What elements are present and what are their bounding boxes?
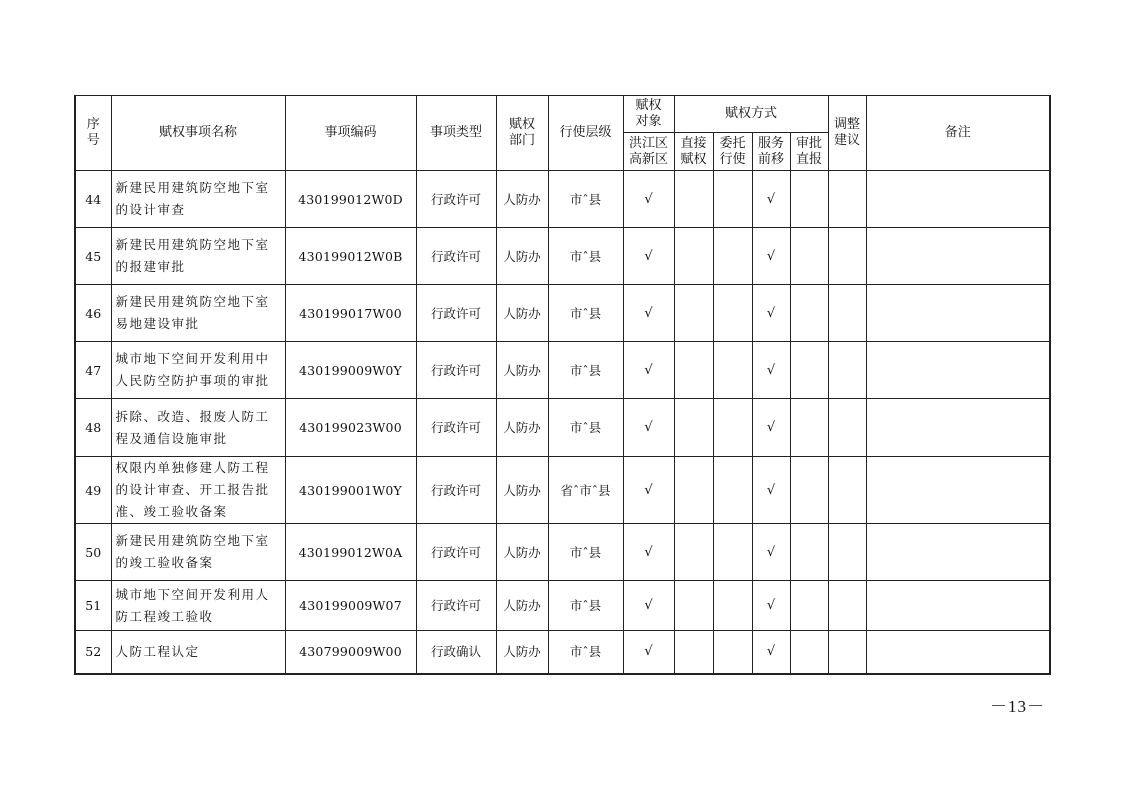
row-target: √ bbox=[623, 631, 674, 674]
row-entrust bbox=[713, 581, 752, 631]
row-suggest bbox=[828, 228, 866, 285]
header-type: 事项类型 bbox=[416, 96, 496, 171]
row-note bbox=[866, 631, 1050, 674]
row-suggest bbox=[828, 631, 866, 674]
row-front: √ bbox=[752, 342, 790, 399]
row-name: 权限内单独修建人防工程的设计审查、开工报告批准、竣工验收备案 bbox=[111, 457, 285, 524]
row-name: 城市地下空间开发利用中人民防空防护事项的审批 bbox=[111, 342, 285, 399]
row-note bbox=[866, 524, 1050, 581]
header-dept: 赋权 部门 bbox=[496, 96, 548, 171]
row-entrust bbox=[713, 342, 752, 399]
table-row bbox=[75, 399, 1050, 457]
row-code: 430199001W0Y bbox=[285, 457, 416, 524]
row-name: 新建民用建筑防空地下室易地建设审批 bbox=[111, 285, 285, 342]
row-report bbox=[790, 399, 828, 457]
row-dept: 人防办 bbox=[496, 631, 548, 674]
row-front: √ bbox=[752, 171, 790, 228]
row-seq: 46 bbox=[75, 285, 111, 342]
row-report bbox=[790, 171, 828, 228]
header-method-entrust: 委托 行使 bbox=[713, 133, 752, 171]
row-seq: 47 bbox=[75, 342, 111, 399]
row-seq: 44 bbox=[75, 171, 111, 228]
row-target: √ bbox=[623, 581, 674, 631]
row-suggest bbox=[828, 524, 866, 581]
row-front: √ bbox=[752, 399, 790, 457]
row-report bbox=[790, 581, 828, 631]
row-seq: 45 bbox=[75, 228, 111, 285]
row-target: √ bbox=[623, 524, 674, 581]
row-front: √ bbox=[752, 524, 790, 581]
row-code: 430799009W00 bbox=[285, 631, 416, 674]
row-name: 拆除、改造、报废人防工程及通信设施审批 bbox=[111, 399, 285, 457]
row-name: 人防工程认定 bbox=[111, 631, 285, 674]
row-seq: 51 bbox=[75, 581, 111, 631]
row-entrust bbox=[713, 285, 752, 342]
row-front: √ bbox=[752, 631, 790, 674]
row-dept: 人防办 bbox=[496, 171, 548, 228]
row-note bbox=[866, 399, 1050, 457]
row-front: √ bbox=[752, 581, 790, 631]
row-name: 新建民用建筑防空地下室的设计审查 bbox=[111, 171, 285, 228]
header-method-report: 审批 直报 bbox=[790, 133, 828, 171]
row-target: √ bbox=[623, 342, 674, 399]
row-type: 行政许可 bbox=[416, 228, 496, 285]
header-seq: 序 号 bbox=[75, 96, 111, 171]
header-code: 事项编码 bbox=[285, 96, 416, 171]
row-direct bbox=[674, 631, 713, 674]
row-direct bbox=[674, 524, 713, 581]
header-level: 行使层级 bbox=[548, 96, 623, 171]
row-level: 市ˆ县 bbox=[548, 399, 623, 457]
row-entrust bbox=[713, 457, 752, 524]
table-row bbox=[75, 285, 1050, 342]
row-dept: 人防办 bbox=[496, 457, 548, 524]
row-note bbox=[866, 581, 1050, 631]
header-target: 洪江区 高新区 bbox=[623, 133, 674, 171]
row-note bbox=[866, 228, 1050, 285]
header-name: 赋权事项名称 bbox=[111, 96, 285, 171]
row-code: 430199009W07 bbox=[285, 581, 416, 631]
row-front: √ bbox=[752, 285, 790, 342]
row-type: 行政许可 bbox=[416, 457, 496, 524]
row-type: 行政许可 bbox=[416, 342, 496, 399]
row-target: √ bbox=[623, 399, 674, 457]
row-level: 市ˆ县 bbox=[548, 285, 623, 342]
row-suggest bbox=[828, 581, 866, 631]
table-row bbox=[75, 631, 1050, 674]
row-dept: 人防办 bbox=[496, 399, 548, 457]
row-note bbox=[866, 342, 1050, 399]
row-note bbox=[866, 457, 1050, 524]
row-suggest bbox=[828, 285, 866, 342]
row-code: 430199012W0A bbox=[285, 524, 416, 581]
row-report bbox=[790, 228, 828, 285]
row-entrust bbox=[713, 399, 752, 457]
header-note: 备注 bbox=[866, 96, 1050, 171]
row-name: 城市地下空间开发利用人防工程竣工验收 bbox=[111, 581, 285, 631]
header-suggest: 调整 建议 bbox=[828, 96, 866, 171]
row-level: 市ˆ县 bbox=[548, 171, 623, 228]
row-dept: 人防办 bbox=[496, 342, 548, 399]
row-suggest bbox=[828, 457, 866, 524]
row-dept: 人防办 bbox=[496, 581, 548, 631]
table-row bbox=[75, 457, 1050, 524]
table-row bbox=[75, 342, 1050, 399]
table-row bbox=[75, 171, 1050, 228]
row-direct bbox=[674, 342, 713, 399]
row-note bbox=[866, 285, 1050, 342]
table-row bbox=[75, 581, 1050, 631]
row-suggest bbox=[828, 399, 866, 457]
row-type: 行政许可 bbox=[416, 399, 496, 457]
row-seq: 50 bbox=[75, 524, 111, 581]
row-target: √ bbox=[623, 285, 674, 342]
row-direct bbox=[674, 457, 713, 524]
row-dept: 人防办 bbox=[496, 524, 548, 581]
row-entrust bbox=[713, 524, 752, 581]
row-level: 市ˆ县 bbox=[548, 228, 623, 285]
row-code: 430199017W00 bbox=[285, 285, 416, 342]
page-number: －13－ bbox=[990, 697, 1045, 716]
row-name: 新建民用建筑防空地下室的报建审批 bbox=[111, 228, 285, 285]
row-name: 新建民用建筑防空地下室的竣工验收备案 bbox=[111, 524, 285, 581]
row-code: 430199023W00 bbox=[285, 399, 416, 457]
row-type: 行政确认 bbox=[416, 631, 496, 674]
header-method-direct: 直接 赋权 bbox=[674, 133, 713, 171]
table-row bbox=[75, 524, 1050, 581]
row-report bbox=[790, 524, 828, 581]
row-front: √ bbox=[752, 457, 790, 524]
row-code: 430199012W0B bbox=[285, 228, 416, 285]
header-method-front: 服务 前移 bbox=[752, 133, 790, 171]
row-seq: 52 bbox=[75, 631, 111, 674]
row-target: √ bbox=[623, 457, 674, 524]
row-direct bbox=[674, 399, 713, 457]
row-code: 430199012W0D bbox=[285, 171, 416, 228]
row-suggest bbox=[828, 342, 866, 399]
table-row bbox=[75, 228, 1050, 285]
header-method-group: 赋权方式 bbox=[674, 96, 828, 133]
row-type: 行政许可 bbox=[416, 285, 496, 342]
row-type: 行政许可 bbox=[416, 171, 496, 228]
row-type: 行政许可 bbox=[416, 581, 496, 631]
row-front: √ bbox=[752, 228, 790, 285]
row-direct bbox=[674, 228, 713, 285]
authority-table bbox=[74, 95, 1051, 675]
row-entrust bbox=[713, 228, 752, 285]
row-report bbox=[790, 631, 828, 674]
row-level: 省ˆ市ˆ县 bbox=[548, 457, 623, 524]
table-body bbox=[75, 171, 1050, 674]
header-target-group: 赋权 对象 bbox=[623, 96, 674, 133]
row-entrust bbox=[713, 631, 752, 674]
row-dept: 人防办 bbox=[496, 228, 548, 285]
row-report bbox=[790, 457, 828, 524]
row-level: 市ˆ县 bbox=[548, 581, 623, 631]
row-dept: 人防办 bbox=[496, 285, 548, 342]
row-report bbox=[790, 342, 828, 399]
row-seq: 48 bbox=[75, 399, 111, 457]
row-level: 市ˆ县 bbox=[548, 524, 623, 581]
row-entrust bbox=[713, 171, 752, 228]
row-level: 市ˆ县 bbox=[548, 631, 623, 674]
row-direct bbox=[674, 285, 713, 342]
row-target: √ bbox=[623, 171, 674, 228]
row-level: 市ˆ县 bbox=[548, 342, 623, 399]
row-target: √ bbox=[623, 228, 674, 285]
row-seq: 49 bbox=[75, 457, 111, 524]
row-type: 行政许可 bbox=[416, 524, 496, 581]
row-direct bbox=[674, 171, 713, 228]
row-suggest bbox=[828, 171, 866, 228]
row-note bbox=[866, 171, 1050, 228]
row-code: 430199009W0Y bbox=[285, 342, 416, 399]
row-direct bbox=[674, 581, 713, 631]
row-report bbox=[790, 285, 828, 342]
